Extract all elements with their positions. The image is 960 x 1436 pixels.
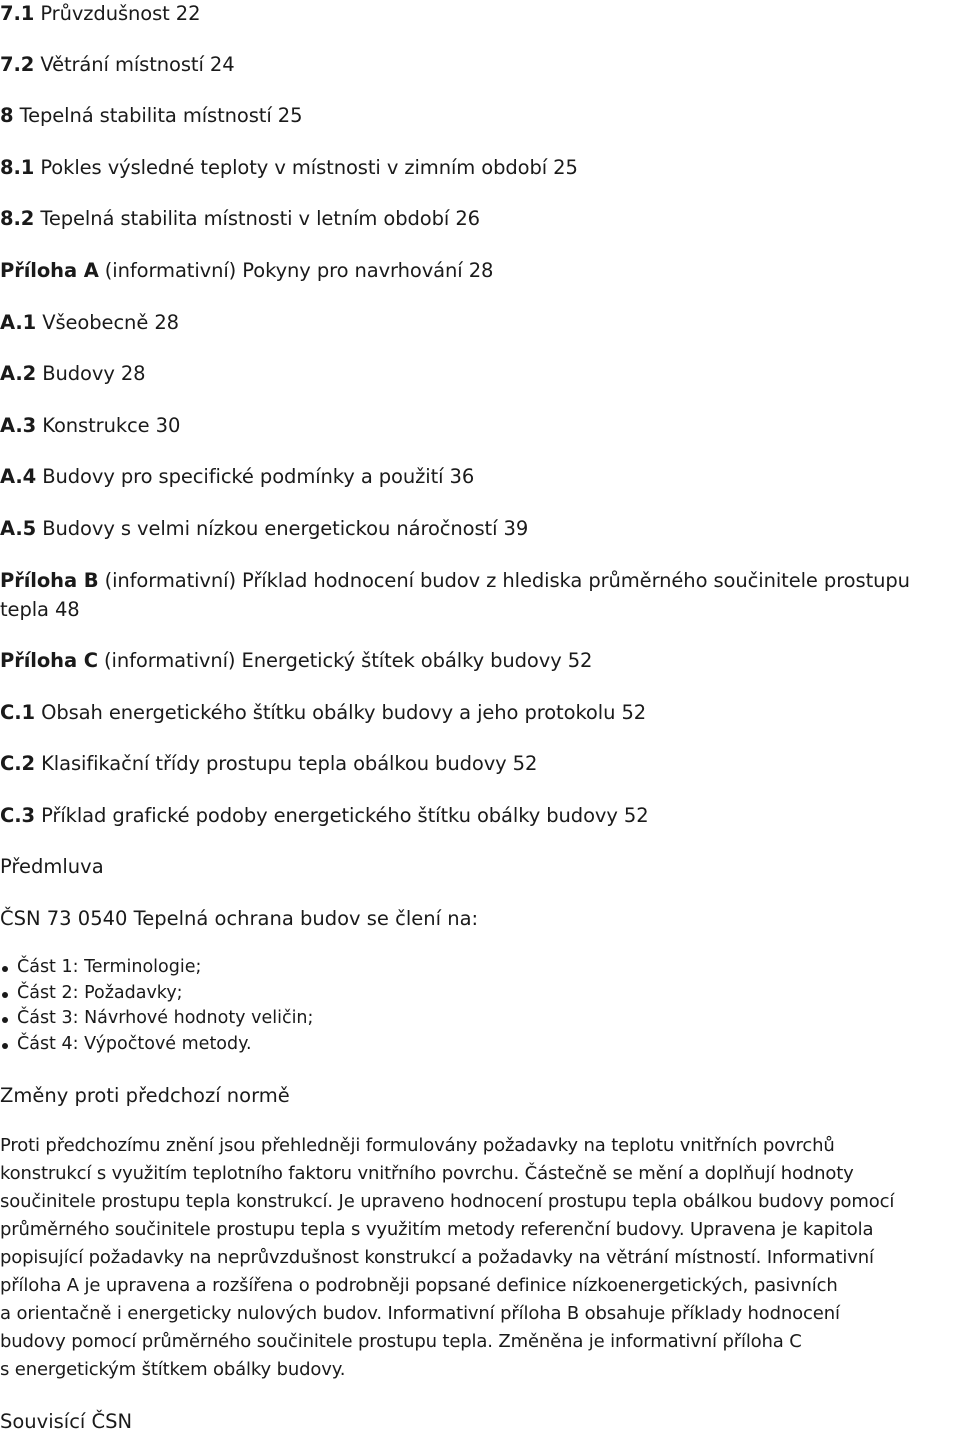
toc-entry-title: Pokles výsledné teploty v místnosti v zimním období 25 [34,156,578,179]
toc-entry-title: Všeobecně 28 [36,311,179,334]
changes-paragraph [0,1132,960,1384]
related-standards-heading: Souvisící ČSN [0,1410,133,1433]
bullet-icon [2,966,8,972]
toc-entry-number: 7.2 [0,53,35,76]
list-item-text: Část 3: Návrhové hodnoty veličin; [17,1008,314,1028]
toc-entry [0,101,958,130]
list-item [0,1032,313,1058]
toc-entry-number: C.2 [0,752,35,775]
paragraph-line: součinitele prostupu tepla konstrukcí. Je upraveno hodnocení prostupu tepla obálkou budovy pomocí [0,1191,895,1212]
toc-entry-title: Tepelná stabilita místnosti v letním období 26 [34,207,480,230]
toc-entry-title: Tepelná stabilita místností 25 [13,104,303,127]
paragraph-line: s energetickým štítkem obálky budovy. [0,1359,346,1380]
list-item [0,955,313,981]
paragraph-line: Proti předchozímu znění jsou přehledněji formulovány požadavky na teplotu vnitřních povrchů [0,1135,835,1156]
toc-entry [0,50,958,79]
paragraph-line: příloha A je upravena a rozšířena o podrobněji popsané definice nízkoenergetických, pasivních [0,1275,838,1296]
list-item-text: Část 2: Požadavky; [17,982,183,1003]
paragraph-line: budovy pomocí průměrného součinitele prostupu tepla. Změněna je informativní příloha C [0,1331,802,1352]
toc-entry [0,153,958,182]
bullet-icon [2,1017,8,1023]
toc-entry [0,749,958,778]
toc-entry-title: (informativní) Energetický štítek obálky budovy 52 [97,649,593,672]
bullet-icon [2,992,8,998]
toc-entry-number: 8.2 [0,207,35,230]
toc-entry-title: Větrání místností 24 [34,53,235,76]
toc-entry-title: Budovy s velmi nízkou energetickou náročností 39 [36,517,529,540]
toc-entry [0,411,958,440]
toc-entry [0,359,958,388]
toc-entry [0,462,958,491]
foreword-heading: Předmluva [0,855,104,878]
toc-entry-number: A.2 [0,362,37,385]
toc-entry-number: Příloha C [0,649,98,672]
list-item-text: Část 1: Terminologie; [17,957,202,977]
toc-entry-number: 7.1 [0,2,35,25]
toc-entry [0,0,958,28]
toc-entry-number: A.4 [0,465,37,488]
list-item-text: Část 4: Výpočtové metody. [17,1033,252,1054]
toc-entry-number: Příloha B [0,569,99,592]
list-item [0,1006,313,1032]
changes-heading: Změny proti předchozí normě [0,1084,290,1107]
toc-entry-title: Průvzdušnost 22 [34,2,201,25]
paragraph-line: průměrného součinitele prostupu tepla s využitím metody referenční budovy. Upravena je kapitola [0,1219,874,1240]
toc-entry-title: Klasifikační třídy prostupu tepla obálkou budovy 52 [35,752,538,775]
paragraph-line: popisující požadavky na neprůvzdušnost konstrukcí a požadavky na větrání místností. Informativní [0,1247,874,1268]
toc-entry-title: Budovy pro specifické podmínky a použití 36 [36,465,475,488]
paragraph-line: a orientačně i energeticky nulových budov. Informativní příloha B obsahuje příklady hodnocení [0,1303,840,1324]
toc-entry-number: Příloha A [0,259,99,282]
toc-entry-title: Obsah energetického štítku obálky budovy a jeho protokolu 52 [35,701,647,724]
list-item [0,981,313,1007]
toc-entry-number: A.3 [0,414,37,437]
toc-entry [0,566,958,624]
csn-structure-intro: ČSN 73 0540 Tepelná ochrana budov se člení na: [0,907,479,930]
toc-entry-number: C.1 [0,701,35,724]
toc-entry [0,514,958,543]
toc-entry-number: A.5 [0,517,37,540]
toc-entry [0,204,958,233]
toc-entry [0,308,958,337]
toc-entry-title: Konstrukce 30 [36,414,181,437]
toc-entry-title: (informativní) Příklad hodnocení budov z hlediska průměrného součinitele prostupu tepla 48 [0,569,910,621]
toc-entry-title: (informativní) Pokyny pro navrhování 28 [98,259,494,282]
toc-entry [0,256,958,285]
parts-list [0,955,313,1057]
toc-entry-title: Příklad grafické podoby energetického štítku obálky budovy 52 [35,804,649,827]
toc-entry [0,646,958,675]
toc-entry-number: 8 [0,104,14,127]
toc-entry-number: 8.1 [0,156,35,179]
toc-entry [0,801,958,830]
paragraph-line: konstrukcí s využitím teplotního faktoru vnitřního povrchu. Částečně se mění a doplňují hodnoty [0,1163,854,1184]
bullet-icon [2,1043,8,1049]
toc-entry [0,698,958,727]
toc-entry-title: Budovy 28 [36,362,146,385]
toc-entry-number: C.3 [0,804,35,827]
toc-entry-number: A.1 [0,311,37,334]
